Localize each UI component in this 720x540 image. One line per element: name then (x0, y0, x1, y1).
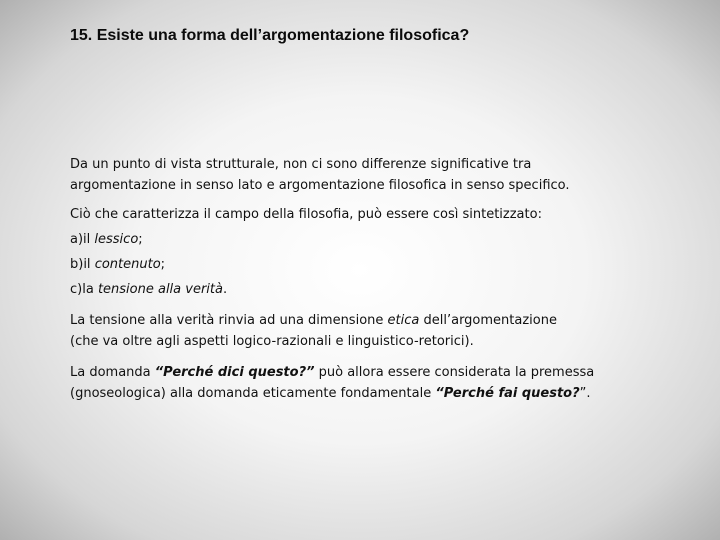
list-item-prefix: c)la (70, 282, 98, 297)
paragraph-question-line-2-post: ”. (579, 386, 591, 401)
paragraph-ethics-line-2: (che va oltre agli aspetti logico-razionali e linguistico-retorici). (70, 334, 474, 349)
list-item-term: lessico (94, 232, 139, 247)
list-item-term: contenuto (94, 257, 161, 272)
paragraph-ethics (70, 310, 632, 352)
question-dici: “Perché dici questo?” (154, 365, 315, 380)
paragraph-structural-line-2: argomentazione in senso lato e argomentazione filosofica in senso specifico. (70, 178, 570, 193)
list-item-suffix: ; (160, 257, 166, 272)
paragraph-ethics-emphasis: etica (387, 313, 420, 328)
list-item-suffix: ; (138, 232, 143, 247)
paragraph-question-line-2-pre: (gnoseologica) alla domanda eticamente fondamentale (70, 386, 436, 401)
paragraph-question-pre: La domanda (70, 365, 155, 380)
paragraph-structural-line-1: Da un punto di vista strutturale, non ci sono differenze significative tra (70, 157, 532, 172)
list-item-lessico (70, 229, 632, 250)
list-item-tensione (70, 279, 632, 300)
list-item-prefix: a)il (70, 232, 95, 247)
paragraph-ethics-post: dell’argomentazione (419, 313, 557, 328)
paragraph-ethics-pre: La tensione alla verità rinvia ad una dimensione (70, 313, 388, 328)
paragraph-structural (70, 154, 632, 196)
list-item-suffix: . (222, 282, 228, 297)
paragraph-philosophy-field: Ciò che caratterizza il campo della filosofia, può essere così sintetizzato: (70, 207, 542, 222)
list-item-term: tensione alla verità (97, 282, 223, 297)
slide-body (70, 154, 632, 404)
list-item-contenuto (70, 254, 632, 275)
list-item-prefix: b)il (70, 257, 95, 272)
paragraph-question (70, 362, 632, 404)
slide-title: 15. Esiste una forma dell’argomentazione filosofica? (70, 27, 470, 44)
question-fai: “Perché fai questo? (435, 386, 580, 401)
paragraph-question-post: può allora essere considerata la premessa (314, 365, 595, 380)
